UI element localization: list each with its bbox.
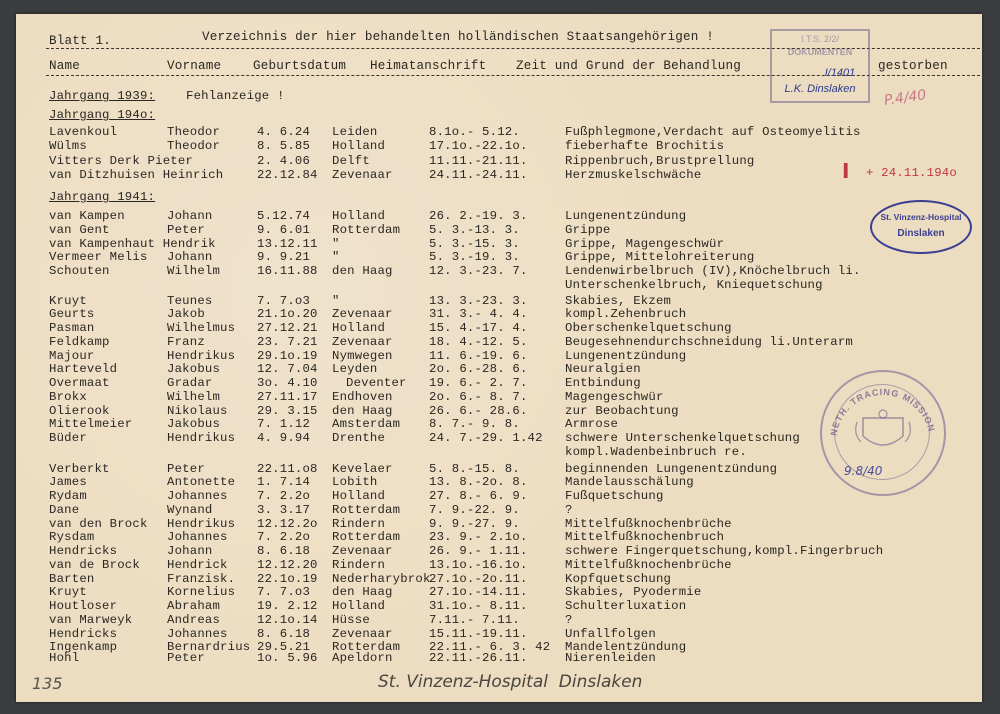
cell-name: Kruyt <box>49 293 87 308</box>
cell-zeit: 5. 3.-13. 3. <box>429 222 520 237</box>
cell-geburtsdatum: 23. 7.21 <box>257 334 318 349</box>
archive-stamp-date: I/1401 <box>824 67 856 79</box>
cell-geburtsdatum: 29. 3.15 <box>257 403 318 418</box>
cell-heimatanschrift: Hüsse <box>332 612 370 627</box>
cell-vorname: Wilhelm <box>167 264 221 278</box>
cell-grund: Schulterluxation <box>565 599 687 613</box>
cell-geburtsdatum: 27.11.17 <box>257 389 318 404</box>
cell-vorname: Jakob <box>167 307 205 322</box>
cell-zeit: 7. 9.-22. 9. <box>429 502 520 517</box>
cell-zeit: 26. 9.- 1.11. <box>429 544 528 558</box>
cell-zeit: 31. 3.- 4. 4. <box>429 307 528 322</box>
cell-geburtsdatum: 3o. 4.10 <box>257 376 318 390</box>
cell-heimatanschrift: Holland <box>332 139 386 154</box>
cell-heimatanschrift: den Haag <box>332 403 393 418</box>
cell-name: Geurts <box>49 307 95 322</box>
cell-name: van Kampen <box>49 209 125 223</box>
cell-zeit: 26. 2.-19. 3. <box>429 209 528 223</box>
cell-name: van Gent <box>49 222 110 237</box>
cell-geburtsdatum: 8. 6.18 <box>257 626 311 641</box>
cell-grund: ? <box>565 502 573 517</box>
cell-heimatanschrift: Rotterdam <box>332 530 401 545</box>
cell-grund: Unterschenkelbruch, Kniequetschung <box>565 277 823 292</box>
cell-geburtsdatum: 7. 7.o3 <box>257 585 311 600</box>
document-title: Verzeichnis der hier behandelten holländischen Staatsangehörigen ! <box>202 30 714 44</box>
cell-grund: Mittelfußknochenbrüche <box>565 516 732 531</box>
cell-zeit: 2o. 6.- 8. 7. <box>429 389 528 404</box>
cell-grund: beginnenden Lungenentzündung <box>565 461 778 476</box>
cell-heimatanschrift: Zevenaar <box>332 167 393 182</box>
cell-name: James <box>49 475 87 490</box>
column-header-geburtsdatum: Geburtsdatum <box>253 59 347 73</box>
cell-vorname: Franzisk. <box>167 571 236 586</box>
cell-grund: Oberschenkelquetschung <box>565 321 732 335</box>
cell-geburtsdatum: 12.12.20 <box>257 557 318 572</box>
cell-grund: schwere Unterschenkelquetschung <box>565 431 800 445</box>
cell-heimatanschrift: Rotterdam <box>332 502 401 517</box>
cell-geburtsdatum: 4. 6.24 <box>257 125 311 139</box>
cell-geburtsdatum: 8. 5.85 <box>257 139 311 154</box>
cell-name: Hendricks <box>49 626 118 641</box>
cell-geburtsdatum: 19. 2.12 <box>257 599 318 613</box>
gestorben-entry: + 24.11.194o <box>866 166 957 180</box>
cell-heimatanschrift: Rotterdam <box>332 640 401 655</box>
cell-geburtsdatum: 2. 4.06 <box>257 153 311 168</box>
cell-heimatanschrift: Holland <box>332 321 386 335</box>
cell-name: Vermeer Melis <box>49 250 148 265</box>
cell-grund: Beugesehnendurchschneidung li.Unterarm <box>565 334 854 349</box>
cell-grund: Grippe <box>565 222 611 237</box>
cell-zeit: 22.11.-26.11. <box>429 651 528 665</box>
cell-zeit: 18. 4.-12. 5. <box>429 334 528 349</box>
cell-grund: Fußphlegmone,Verdacht auf Osteomyelitis <box>565 125 861 139</box>
cell-name: Brokx <box>49 389 87 404</box>
cell-vorname: Wilhelmus <box>167 321 236 335</box>
cell-vorname: Johann <box>167 209 213 223</box>
cell-geburtsdatum: 4. 9.94 <box>257 431 311 445</box>
page-number: 135 <box>32 674 63 693</box>
cell-vorname: Hendrikus <box>167 431 236 445</box>
cell-zeit: 15.11.-19.11. <box>429 626 528 641</box>
cell-name: Wülms <box>49 139 87 154</box>
cell-heimatanschrift: Deventer <box>346 376 407 390</box>
cell-vorname: Antonette <box>167 475 236 490</box>
cell-zeit: 27.1o.-14.11. <box>429 585 528 600</box>
cell-name: van den Brock <box>49 516 148 531</box>
cell-heimatanschrift: Apeldorn <box>332 651 393 665</box>
cell-heimatanschrift: " <box>332 293 340 308</box>
cell-grund: Skabies, Ekzem <box>565 293 672 308</box>
column-header-vorname: Vorname <box>167 59 222 73</box>
cell-vorname: Hendrikus <box>167 348 236 363</box>
hospital-signature: St. Vinzenz-Hospital Dinslaken <box>378 672 643 692</box>
cell-geburtsdatum: 1o. 5.96 <box>257 651 318 665</box>
cell-zeit: 24. 7.-29. 1.42 <box>429 431 543 445</box>
cell-vorname: Johannes <box>167 489 228 503</box>
cell-grund: Skabies, Pyodermie <box>565 585 702 600</box>
cell-zeit: 27.1o.-2o.11. <box>429 571 528 586</box>
cell-zeit: 9. 9.-27. 9. <box>429 516 520 531</box>
cell-heimatanschrift: Zevenaar <box>332 626 393 641</box>
cell-geburtsdatum: 12. 7.04 <box>257 362 318 377</box>
archive-stamp-place: L.K. Dinslaken <box>784 83 856 95</box>
cell-zeit: 15. 4.-17. 4. <box>429 321 528 335</box>
cell-name: Schouten <box>49 264 110 278</box>
cell-name: Feldkamp <box>49 334 110 349</box>
cell-geburtsdatum: 1. 7.14 <box>257 475 311 490</box>
tracing-mission-text: NETH. TRACING MISSION <box>828 386 937 437</box>
cell-grund: Lungenentzündung <box>565 209 687 223</box>
cell-name: Majour <box>49 348 95 363</box>
cell-grund: kompl.Wadenbeinbruch re. <box>565 444 747 459</box>
column-header-gestorben: gestorben <box>878 59 948 73</box>
section-1940-label: Jahrgang 194o: <box>49 108 156 122</box>
cell-vorname: Jakobus <box>167 417 221 432</box>
tracing-mission-stamp <box>820 370 946 496</box>
cell-zeit: 26. 6.- 28.6. <box>429 403 528 418</box>
cell-name: Kruyt <box>49 585 87 600</box>
cell-zeit: 8.1o.- 5.12. <box>429 125 520 139</box>
cell-vorname: Peter <box>167 222 205 237</box>
cell-heimatanschrift: Leiden <box>332 125 378 139</box>
column-header-heimatanschrift: Heimatanschrift <box>370 59 487 73</box>
hospital-stamp-line1: St. Vinzenz-Hospital <box>880 212 962 222</box>
cell-geburtsdatum: 21.1o.20 <box>257 307 318 322</box>
coat-of-arms-icon <box>853 408 913 456</box>
section-1939-note: Fehlanzeige ! <box>186 89 285 103</box>
cell-vorname: Hendrikus <box>167 516 236 531</box>
document-sheet <box>16 14 982 702</box>
cell-geburtsdatum: 8. 6.18 <box>257 544 311 558</box>
cell-vorname: Johannes <box>167 530 228 545</box>
cell-vorname: Bernardrius <box>167 640 251 655</box>
cell-heimatanschrift: Delft <box>332 153 370 168</box>
cell-name: Rysdam <box>49 530 95 545</box>
cell-heimatanschrift: Rindern <box>332 516 386 531</box>
cell-name: van Marweyk <box>49 612 133 627</box>
cell-heimatanschrift: Nymwegen <box>332 348 393 363</box>
cell-grund: Lungenentzündung <box>565 348 687 363</box>
cell-grund: fieberhafte Brochitis <box>565 139 725 154</box>
cell-name: van de Brock <box>49 557 140 572</box>
section-1939-label: Jahrgang 1939: <box>49 89 156 103</box>
cell-grund: Entbindung <box>565 376 641 390</box>
cell-geburtsdatum: 9. 9.21 <box>257 250 311 265</box>
cell-zeit: 5. 3.-19. 3. <box>429 250 520 265</box>
cell-heimatanschrift: " <box>332 236 340 251</box>
cell-grund: Fußquetschung <box>565 489 664 503</box>
cell-vorname: Johann <box>167 250 213 265</box>
cell-vorname: Abraham <box>167 599 221 613</box>
cell-geburtsdatum: 9. 6.01 <box>257 222 311 237</box>
cell-zeit: 13. 8.-2o. 8. <box>429 475 528 490</box>
hospital-stamp <box>870 200 972 254</box>
cell-heimatanschrift: Rindern <box>332 557 386 572</box>
cell-vorname: Theodor <box>167 125 221 139</box>
pencil-note: P.4/40 <box>883 87 928 109</box>
cell-vorname: Kornelius <box>167 585 236 600</box>
cell-zeit: 12. 3.-23. 7. <box>429 264 528 278</box>
cell-heimatanschrift: Leyden <box>332 362 378 377</box>
cell-name: Overmaat <box>49 376 110 390</box>
cell-geburtsdatum: 12.1o.14 <box>257 612 318 627</box>
cell-zeit: 23. 9.- 2.1o. <box>429 530 528 545</box>
cell-zeit: 5. 8.-15. 8. <box>429 461 520 476</box>
cell-vorname: Nikolaus <box>167 403 228 418</box>
cell-zeit: 8. 7.- 9. 8. <box>429 417 520 432</box>
cell-name: Lavenkoul <box>49 125 118 139</box>
cell-name: Büder <box>49 431 87 445</box>
cell-name: Harteveld <box>49 362 118 377</box>
cell-grund: Herzmuskelschwäche <box>565 167 702 182</box>
cell-geburtsdatum: 7. 2.2o <box>257 489 311 503</box>
cell-name: van Ditzhuisen Heinrich <box>49 167 224 182</box>
cell-heimatanschrift: Zevenaar <box>332 307 393 322</box>
cell-name: Hohl <box>49 651 80 665</box>
tracing-mission-number: 9.8/40 <box>844 464 883 478</box>
cell-grund: Mittelfußknochenbruch <box>565 530 725 545</box>
cell-grund: Lendenwirbelbruch (IV),Knöchelbruch li. <box>565 264 861 278</box>
cell-geburtsdatum: 22.12.84 <box>257 167 318 182</box>
cell-zeit: 27. 8.- 6. 9. <box>429 489 528 503</box>
cell-vorname: Wilhelm <box>167 389 221 404</box>
cell-name: Hendricks <box>49 544 118 558</box>
cell-zeit: 22.11.- 6. 3. 42 <box>429 640 551 655</box>
cell-heimatanschrift: den Haag <box>332 264 393 278</box>
cell-name: Mittelmeier <box>49 417 133 432</box>
cell-heimatanschrift: Zevenaar <box>332 544 393 558</box>
cell-grund: Neuralgien <box>565 362 641 377</box>
cell-name: Verberkt <box>49 461 110 476</box>
cell-geburtsdatum: 12.12.2o <box>257 516 318 531</box>
cell-geburtsdatum: 7. 2.2o <box>257 530 311 545</box>
cell-vorname: Johannes <box>167 626 228 641</box>
cell-grund: Mandelentzündung <box>565 640 687 655</box>
cell-zeit: 19. 6.- 2. 7. <box>429 376 528 390</box>
archive-stamp <box>770 29 870 103</box>
section-1941-label: Jahrgang 1941: <box>49 190 156 204</box>
cell-name: Vitters Derk Pieter <box>49 153 194 168</box>
cell-zeit: 13.1o.-16.1o. <box>429 557 528 572</box>
cell-zeit: 11. 6.-19. 6. <box>429 348 528 363</box>
cell-zeit: 17.1o.-22.1o. <box>429 139 528 154</box>
cell-vorname: Andreas <box>167 612 221 627</box>
cell-grund: Kopfquetschung <box>565 571 672 586</box>
cell-heimatanschrift: Nederharybrok <box>332 571 431 586</box>
cell-geburtsdatum: 29.5.21 <box>257 640 311 655</box>
red-cross-mark: I <box>842 159 850 183</box>
cell-geburtsdatum: 16.11.88 <box>257 264 318 278</box>
cell-zeit: 5. 3.-15. 3. <box>429 236 520 251</box>
cell-vorname: Gradar <box>167 376 213 390</box>
cell-vorname: Franz <box>167 334 205 349</box>
cell-geburtsdatum: 7. 7.o3 <box>257 293 311 308</box>
cell-name: Barten <box>49 571 95 586</box>
cell-heimatanschrift: " <box>332 250 340 265</box>
cell-geburtsdatum: 22.1o.19 <box>257 571 318 586</box>
cell-name: van Kampenhaut Hendrik <box>49 236 216 251</box>
cell-heimatanschrift: Zevenaar <box>332 334 393 349</box>
cell-zeit: 31.1o.- 8.11. <box>429 599 528 613</box>
cell-heimatanschrift: Amsterdam <box>332 417 401 432</box>
cell-heimatanschrift: Endhoven <box>332 389 393 404</box>
cell-vorname: Johann <box>167 544 213 558</box>
cell-grund: Magengeschwür <box>565 389 664 404</box>
cell-name: Olierook <box>49 403 110 418</box>
cell-grund: Nierenleiden <box>565 651 656 665</box>
cell-heimatanschrift: den Haag <box>332 585 393 600</box>
archive-stamp-middle: DOKUMENTEN <box>787 47 853 57</box>
cell-zeit: 13. 3.-23. 3. <box>429 293 528 308</box>
cell-vorname: Wynand <box>167 502 213 517</box>
cell-name: Ingenkamp <box>49 640 118 655</box>
cell-name: Rydam <box>49 489 87 503</box>
cell-vorname: Peter <box>167 651 205 665</box>
cell-heimatanschrift: Holland <box>332 209 386 223</box>
cell-vorname: Peter <box>167 461 205 476</box>
cell-heimatanschrift: Lobith <box>332 475 378 490</box>
cell-geburtsdatum: 5.12.74 <box>257 209 311 223</box>
cell-name: Pasman <box>49 321 95 335</box>
cell-zeit: 11.11.-21.11. <box>429 153 528 168</box>
cell-heimatanschrift: Holland <box>332 599 386 613</box>
cell-geburtsdatum: 29.1o.19 <box>257 348 318 363</box>
cell-heimatanschrift: Drenthe <box>332 431 386 445</box>
cell-geburtsdatum: 13.12.11 <box>257 236 318 251</box>
cell-geburtsdatum: 27.12.21 <box>257 321 318 335</box>
cell-grund: Mittelfußknochenbrüche <box>565 557 732 572</box>
cell-grund: Rippenbruch,Brustprellung <box>565 153 755 168</box>
cell-heimatanschrift: Rotterdam <box>332 222 401 237</box>
cell-geburtsdatum: 7. 1.12 <box>257 417 311 432</box>
cell-geburtsdatum: 22.11.o8 <box>257 461 318 476</box>
cell-zeit: 24.11.-24.11. <box>429 167 528 182</box>
cell-grund: Grippe, Magengeschwür <box>565 236 725 251</box>
cell-grund: kompl.Zehenbruch <box>565 307 687 322</box>
cell-grund: schwere Fingerquetschung,kompl.Fingerbruch <box>565 544 884 558</box>
sheet-number: Blatt 1. <box>49 34 112 48</box>
cell-geburtsdatum: 3. 3.17 <box>257 502 311 517</box>
column-header-zeit-grund: Zeit und Grund der Behandlung <box>516 59 741 73</box>
cell-grund: Grippe, Mittelohreiterung <box>565 250 755 265</box>
hospital-stamp-line2: Dinslaken <box>897 228 945 239</box>
cell-name: Houtloser <box>49 599 118 613</box>
cell-grund: Armrose <box>565 417 619 432</box>
cell-vorname: Theodor <box>167 139 221 154</box>
cell-grund: Mandelausschälung <box>565 475 694 490</box>
archive-stamp-top: I.T.S. 2/2/ <box>800 34 840 44</box>
cell-grund: ? <box>565 612 573 627</box>
cell-heimatanschrift: Kevelaer <box>332 461 393 476</box>
cell-heimatanschrift: Holland <box>332 489 386 503</box>
column-header-name: Name <box>49 59 81 73</box>
cell-vorname: Hendrick <box>167 557 228 572</box>
cell-grund: zur Beobachtung <box>565 403 679 418</box>
cell-name: Dane <box>49 502 80 517</box>
cell-vorname: Teunes <box>167 293 213 308</box>
cell-vorname: Jakobus <box>167 362 221 377</box>
cell-zeit: 2o. 6.-28. 6. <box>429 362 528 377</box>
cell-zeit: 7.11.- 7.11. <box>429 612 520 627</box>
cell-grund: Unfallfolgen <box>565 626 656 641</box>
